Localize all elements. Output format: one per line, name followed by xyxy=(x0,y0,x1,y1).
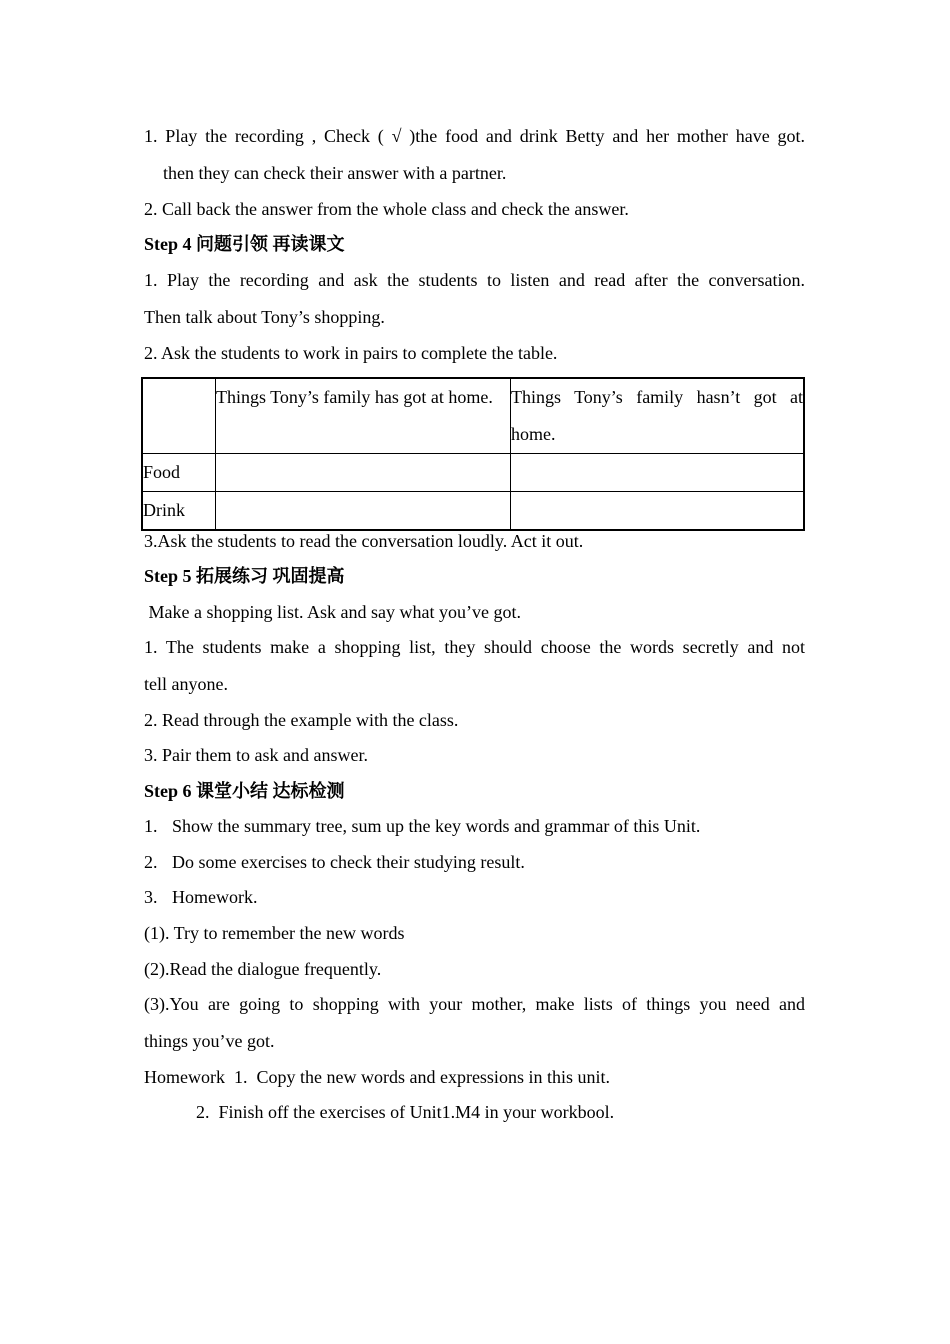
numbered-item xyxy=(144,815,805,837)
paragraph-line: (2).Read the dialogue frequently. xyxy=(144,959,382,979)
table-header-hasnt-got xyxy=(511,378,805,454)
table-row-label-drink: Drink xyxy=(142,492,216,531)
paragraph-line: tell anyone. xyxy=(144,674,228,694)
table-cell-drink-hasnt xyxy=(511,492,805,531)
tony-shopping-table xyxy=(141,377,805,531)
step-heading: Step 6 课堂小结 达标检测 xyxy=(144,781,345,801)
paragraph-line: 3. Pair them to ask and answer. xyxy=(144,745,368,765)
paragraph-line: (3).You are going to shopping with your mother, make lists of things you need and xyxy=(144,994,805,1014)
paragraph-line: (1). Try to remember the new words xyxy=(144,923,405,943)
paragraph-line: 1. Play the recording , Check ( √ )the food and drink Betty and her mother have got. xyxy=(144,126,805,146)
table-row-label-food: Food xyxy=(142,454,216,492)
table-cell-food-has xyxy=(216,454,511,492)
paragraph-line: 2. Read through the example with the class. xyxy=(144,710,459,730)
item-number: 3. xyxy=(144,887,158,907)
paragraph-line: 2. Ask the students to work in pairs to complete the table. xyxy=(144,343,558,363)
item-number: 2. xyxy=(144,852,158,872)
paragraph-line: Make a shopping list. Ask and say what you’ve got. xyxy=(144,602,521,622)
paragraph-line: 1. The students make a shopping list, they should choose the words secretly and not xyxy=(144,637,805,657)
paragraph-line: then they can check their answer with a partner. xyxy=(163,163,507,183)
item-text: Show the summary tree, sum up the key words and grammar of this Unit. xyxy=(172,816,701,836)
table-cell-food-hasnt xyxy=(511,454,805,492)
table-header-empty xyxy=(142,378,216,454)
paragraph-line: 1. Play the recording and ask the students to listen and read after the conversation. xyxy=(144,270,805,290)
item-number: 1. xyxy=(144,816,158,836)
numbered-item xyxy=(144,886,805,908)
step-heading: Step 4 问题引领 再读课文 xyxy=(144,234,345,254)
paragraph-line: 2. Call back the answer from the whole class and check the answer. xyxy=(144,199,629,219)
paragraph-line: things you’ve got. xyxy=(144,1031,275,1051)
item-text: Do some exercises to check their studying result. xyxy=(172,852,525,872)
table-cell-drink-has xyxy=(216,492,511,531)
homework-line: 2. Finish off the exercises of Unit1.M4 in your workbool. xyxy=(196,1102,615,1122)
item-text: Homework. xyxy=(172,887,258,907)
homework-line: Homework 1. Copy the new words and expressions in this unit. xyxy=(144,1067,610,1087)
table-header-has-got: Things Tony’s family has got at home. xyxy=(216,378,511,454)
step-heading: Step 5 拓展练习 巩固提高 xyxy=(144,566,345,586)
paragraph-line: 3.Ask the students to read the conversation loudly. Act it out. xyxy=(144,531,584,551)
table-header-hasnt-got-text: Things Tony’s family hasn’t got at home. xyxy=(511,387,803,444)
paragraph-line: Then talk about Tony’s shopping. xyxy=(144,307,385,327)
numbered-item xyxy=(144,851,805,873)
